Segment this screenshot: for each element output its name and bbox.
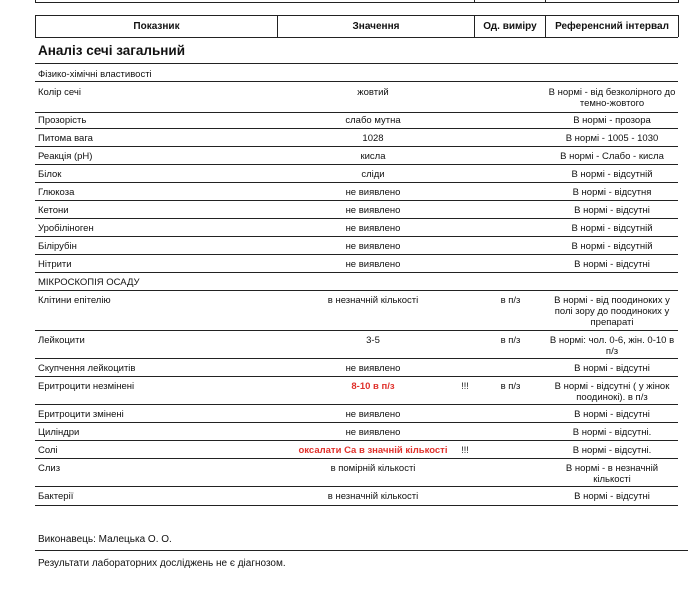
row-value: не виявлено xyxy=(345,241,401,252)
frame-mid2 xyxy=(545,0,546,3)
row-value: не виявлено xyxy=(345,259,401,270)
row-reference: В нормі - відсутні xyxy=(574,491,650,502)
row-divider xyxy=(35,200,678,201)
row-reference: В нормі - прозора xyxy=(573,115,651,126)
row-divider xyxy=(35,112,678,113)
row-divider xyxy=(35,358,678,359)
row-reference: В нормі - відсутні xyxy=(574,363,650,374)
row-value: не виявлено xyxy=(345,205,401,216)
row-reference: В нормі - відсутній xyxy=(571,241,653,252)
row-divider xyxy=(35,236,678,237)
row-reference: В нормі - відсутні xyxy=(574,409,650,420)
row-reference: В нормі - відсутні. xyxy=(572,445,652,456)
group-divider xyxy=(35,290,678,291)
header-unit: Од. виміру xyxy=(483,21,537,32)
row-value: кисла xyxy=(360,151,386,162)
row-value: слабо мутна xyxy=(345,115,401,126)
row-divider xyxy=(35,440,678,441)
row-divider xyxy=(35,404,678,405)
row-name: Лейкоцити xyxy=(38,335,85,346)
row-reference: В нормі - відсутні xyxy=(574,205,650,216)
row-reference: В нормі - відсутні ( у жінок поодинокі). в п/з xyxy=(554,381,670,403)
row-divider xyxy=(35,218,678,219)
frame-mid xyxy=(474,0,475,3)
top-border xyxy=(35,2,678,3)
disclaimer: Результати лабораторних досліджень не є діагнозом. xyxy=(38,558,286,569)
group-divider xyxy=(35,81,678,82)
row-divider xyxy=(35,330,678,331)
row-name: Еритроцити змінені xyxy=(38,409,124,420)
row-name: Нітрити xyxy=(38,259,72,270)
row-name: Скупчення лейкоцитів xyxy=(38,363,136,374)
row-name: Еритроцити незмінені xyxy=(38,381,135,392)
row-reference: В нормі - відсутні xyxy=(574,259,650,270)
row-divider xyxy=(35,272,678,273)
row-reference: В нормі - відсутній xyxy=(571,169,653,180)
row-value: 3-5 xyxy=(366,335,380,346)
row-name: Солі xyxy=(38,445,58,456)
row-value-abnormal: 8-10 в п/з xyxy=(351,381,395,392)
row-divider xyxy=(35,254,678,255)
section-title: Аналіз сечі загальний xyxy=(38,43,186,58)
row-name: Білірубін xyxy=(38,241,77,252)
row-reference: В нормі - відсутні. xyxy=(572,427,652,438)
row-value: сліди xyxy=(361,169,385,180)
header-reference: Референсний інтервал xyxy=(555,21,669,32)
row-value: в незначній кількості xyxy=(327,491,419,502)
row-reference: В нормі - відсутня xyxy=(572,187,652,198)
row-name: Клітини епітелію xyxy=(38,295,111,306)
row-divider xyxy=(35,422,678,423)
frame-right xyxy=(678,0,679,3)
row-name: Прозорість xyxy=(38,115,87,126)
row-divider xyxy=(35,458,678,459)
row-value: 1028 xyxy=(362,133,384,144)
row-unit: в п/з xyxy=(500,335,521,346)
row-value: в незначній кількості xyxy=(327,295,419,306)
row-divider xyxy=(35,146,678,147)
row-name: Глюкоза xyxy=(38,187,75,198)
group-physchem: Фізико-хімічні властивості xyxy=(38,69,152,80)
row-divider xyxy=(35,376,678,377)
abnormal-flag: !!! xyxy=(461,381,469,391)
row-unit: в п/з xyxy=(500,295,521,306)
row-unit: в п/з xyxy=(500,381,521,392)
row-reference: В нормі - в незначній кількості xyxy=(565,463,659,485)
row-name: Реакція (pH) xyxy=(38,151,93,162)
row-name: Уробіліноген xyxy=(38,223,94,234)
row-reference: В нормі - від безколірного до темно-жовтого xyxy=(548,87,676,109)
row-value: в помірній кількості xyxy=(330,463,416,474)
abnormal-flag: !!! xyxy=(461,445,469,455)
row-reference: В нормі - 1005 - 1030 xyxy=(565,133,659,144)
row-name: Слиз xyxy=(38,463,61,474)
header-top-border xyxy=(35,15,678,16)
row-reference: В нормі - Слабо - кисла xyxy=(560,151,664,162)
performer: Виконавець: Малецька О. О. xyxy=(38,534,172,545)
header-bottom-border xyxy=(35,37,678,38)
row-value: жовтий xyxy=(357,87,389,98)
row-value: не виявлено xyxy=(345,187,401,198)
header-value: Значення xyxy=(352,21,400,32)
row-name: Бактерії xyxy=(38,491,74,502)
row-name: Колір сечі xyxy=(38,87,81,98)
row-divider xyxy=(35,505,678,506)
row-name: Циліндри xyxy=(38,427,80,438)
row-reference: В нормі - від поодиноких у полі зору до поодиноких у препараті xyxy=(554,295,670,328)
row-value: не виявлено xyxy=(345,223,401,234)
row-value: не виявлено xyxy=(345,409,401,420)
row-name: Білок xyxy=(38,169,62,180)
row-reference: В нормі: чол. 0-6, жін. 0-10 в п/з xyxy=(549,335,675,357)
row-name: Питома вага xyxy=(38,133,93,144)
row-value: не виявлено xyxy=(345,427,401,438)
row-divider xyxy=(35,128,678,129)
group-microscopy: МІКРОСКОПІЯ ОСАДУ xyxy=(38,277,140,288)
frame-left xyxy=(35,0,36,3)
title-divider xyxy=(35,63,678,64)
row-value: не виявлено xyxy=(345,363,401,374)
row-reference: В нормі - відсутній xyxy=(571,223,653,234)
row-divider xyxy=(35,182,678,183)
row-divider xyxy=(35,486,678,487)
footer-divider xyxy=(35,550,688,551)
row-name: Кетони xyxy=(38,205,69,216)
row-divider xyxy=(35,164,678,165)
header-indicator: Показник xyxy=(133,21,180,32)
row-value-abnormal: оксалати Са в значній кількості xyxy=(298,445,448,456)
header-col-5 xyxy=(678,15,679,37)
